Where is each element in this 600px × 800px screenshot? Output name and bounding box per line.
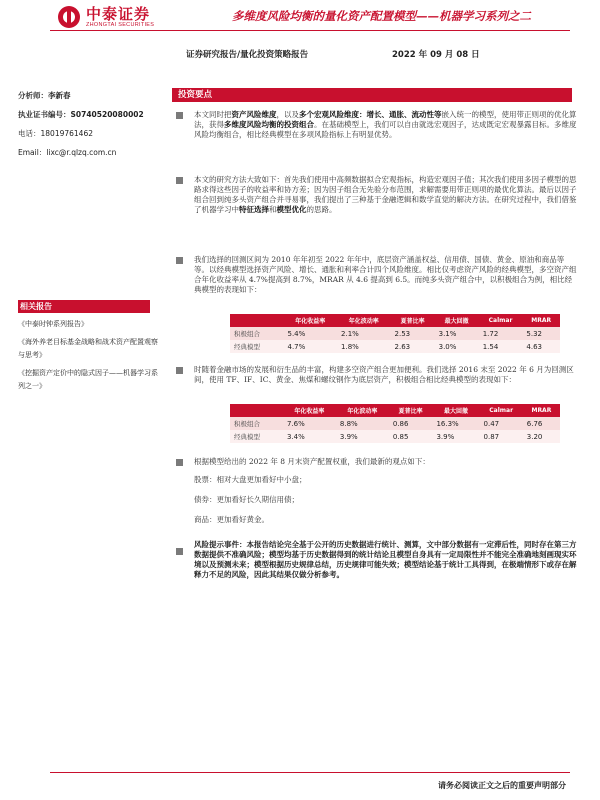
text-span: 。在基础模型上，我们可以自由就选宏观因子，达成既定宏观暴露目标。多维度风险均衡组合，相比经典模型在多项风险指标上有明显优势。 [194,120,577,139]
table-cell: 6.76 [523,417,560,430]
table-cell: 3.4% [283,430,336,443]
table-cell: 5.4% [284,327,338,340]
text-span: 和 [269,205,277,214]
table-row [230,430,560,443]
table-header-row [230,404,560,417]
report-type: 证券研究报告/量化投资策略报告 [186,50,309,60]
analyst-label: 分析师： [18,91,48,100]
summary-paragraph-3: 我们选择的回测区间为 2010 年年初至 2022 年年中，底层资产涵盖权益、信用债、国债、黄金、原油和商品等等。以经典模型选择资产风险、增长、通胀和利率合计四个风险维度。相比仅考虑资产风险的经典模型，多空资产组合年化收益率从 4.7%提高到 8.7%，MRAR 从 4.6 提高到 6.5。而纯多头资产组合中，以积极组合为例，相比经典模型的表现如下： [194,255,577,294]
summary-paragraph-1 [194,110,578,140]
table-cell: 3.0% [435,340,479,353]
table-row-label: 积极组合 [230,417,283,430]
analyst-name: 李新春 [48,91,71,100]
asset-view-line: 商品：更加看好黄金。 [194,515,269,524]
zhongtai-logo-icon [58,6,80,28]
summary-paragraph-2 [194,175,578,215]
table-cell: 8.8% [336,417,389,430]
bullet-square-icon [176,257,183,264]
license-number: S0740520080002 [70,110,144,119]
table-cell: 3.1% [435,327,479,340]
brand-name-cn: 中泰证券 [86,5,151,23]
table-cell: 3.20 [523,430,560,443]
text-span: 本文的研究方法大致如下：首先我们使用中高频数据拟合宏观指标，构造宏观因子值；其次我们使用多因子模型的思路求得这些因子的收益率和协方差；因为因子组合无先验分布范围，求解需要用带正则项的最优化算法。最后以因子组合回到纯多头资产组合并寻易事，我们提出了三种基于金融逻辑和数学直觉的解决方法。在研究过程中，我们借鉴了机器学习中 [194,175,577,214]
table-cell: 5.32 [522,327,560,340]
bullet-square-icon [176,459,183,466]
text-span: 本文同时把 [194,110,232,119]
risk-warning: 风险提示事件：本报告结论完全基于公开的历史数据进行统计、测算，文中部分数据有一定滞后性，同时存在第三方数据提供不准确风险；模型均基于历史数据得到的统计结论且模型自身具有一定局限性并不能完全准确地刻画现实环境以及预测未来；模型根据历史规律总结，历史规律可能失效；模型结论基于统计工具得到，在极端情形下或存在解释力不足的风险，因此其结果仅做分析参考。 [194,540,577,579]
text-span: 嵌入统一的模型，使用带正则项的优化算法，获得 [194,110,577,129]
table-row [230,340,560,353]
table-header-cell: MRAR [522,314,560,327]
table-header-cell: 年化波动率 [337,314,391,327]
table-cell: 0.85 [389,430,433,443]
table-header-cell: 年化波动率 [336,404,389,417]
table-cell: 2.63 [391,340,435,353]
performance-table-1 [230,314,560,353]
related-report-link[interactable]: 《挖掘资产定价中的隐式因子——机器学习系列之一》 [18,368,158,390]
brand-name-en: ZHONGTAI SECURITIES [86,22,155,28]
table-row-label: 经典模型 [230,340,284,353]
asset-view-line: 债券：更加看好长久期信用债； [194,495,299,504]
emphasis-text: 多维度风险均衡的投资组合 [224,120,314,129]
emphasis-text: 多个宏观风险维度：增长、通胀、流动性等 [299,110,442,119]
table-cell: 1.72 [479,327,523,340]
table-cell: 0.87 [480,430,523,443]
bullet-square-icon [176,367,183,374]
text-span: ，以及 [276,110,299,119]
email-address[interactable]: lixc@r.qlzq.com.cn [46,148,117,157]
table-cell: 3.9% [336,430,389,443]
table-cell: 1.54 [479,340,523,353]
table-cell: 1.8% [337,340,391,353]
analyst-row [18,90,158,101]
company-logo [58,6,154,28]
table-header-cell: MRAR [523,404,560,417]
table-cell: 0.86 [389,417,433,430]
table-cell: 0.47 [480,417,523,430]
license-label: 执业证书编号： [18,110,71,119]
table-cell: 4.63 [522,340,560,353]
table-cell: 3.9% [432,430,479,443]
table-header-cell: Calmar [479,314,523,327]
related-report-link[interactable]: 《中泰时钟系列报告》 [18,320,88,328]
bullet-square-icon [176,177,183,184]
emphasis-text: 特征选择 [239,205,269,214]
investment-summary-heading: 投资要点 [172,88,572,102]
table-header-row [230,314,560,327]
footer-disclaimer: 请务必阅读正文之后的重要声明部分 [438,780,566,790]
performance-table-2 [230,404,560,443]
text-span: 的思路。 [306,205,337,214]
table-header-cell: 最大回撤 [435,314,479,327]
table-cell: 7.6% [283,417,336,430]
table-row [230,417,560,430]
email-row [18,147,158,158]
summary-paragraph-4: 时随着金融市场的发展和衍生品的丰富，构建多空资产组合更加便利。我们选择 2016 末至 2022 年 6 月为回测区间，使用 TF、IF、IC、黄金、焦煤和螺纹钢作为底层资产，积极组合相比经典模型的表现如下： [194,365,574,384]
related-reports-heading: 相关报告 [18,300,150,313]
bullet-square-icon [176,112,183,119]
header-divider [50,30,570,31]
asset-view-line: 股票：相对大盘更加看好中小盘； [194,475,307,484]
table-header-cell: 夏普比率 [391,314,435,327]
table-header-cell: 年化收益率 [283,404,336,417]
footer-divider [50,772,570,773]
document-header-title: 多维度风险均衡的量化资产配置模型——机器学习系列之二 [232,9,531,23]
table-header-cell [230,404,283,417]
emphasis-text: 资产风险维度 [231,110,277,119]
summary-paragraph-5: 根据模型给出的 2022 年 8 月末资产配置权重，我们最新的观点如下： [194,457,430,466]
table-header-cell: 最大回撤 [432,404,479,417]
phone-number: 18019761462 [40,129,93,138]
phone-row [18,128,158,139]
related-report-link[interactable]: 《海外养老目标基金战略和战术资产配置观察与思考》 [18,337,158,359]
table-header-cell: Calmar [480,404,523,417]
related-reports-list [18,318,158,398]
table-cell: 4.7% [284,340,338,353]
table-header-cell: 年化收益率 [284,314,338,327]
analyst-info [18,90,158,166]
emphasis-text: 模型优化 [276,205,307,214]
table-row-label: 经典模型 [230,430,283,443]
table-row-label: 积极组合 [230,327,284,340]
phone-label: 电话： [18,129,41,138]
license-row [18,109,158,120]
table-cell: 2.53 [391,327,435,340]
table-cell: 2.1% [337,327,391,340]
table-header-cell [230,314,284,327]
table-cell: 16.3% [432,417,479,430]
table-row [230,327,560,340]
table-header-cell: 夏普比率 [389,404,433,417]
report-date: 2022 年 09 月 08 日 [392,50,480,60]
email-label: Email： [18,148,47,157]
